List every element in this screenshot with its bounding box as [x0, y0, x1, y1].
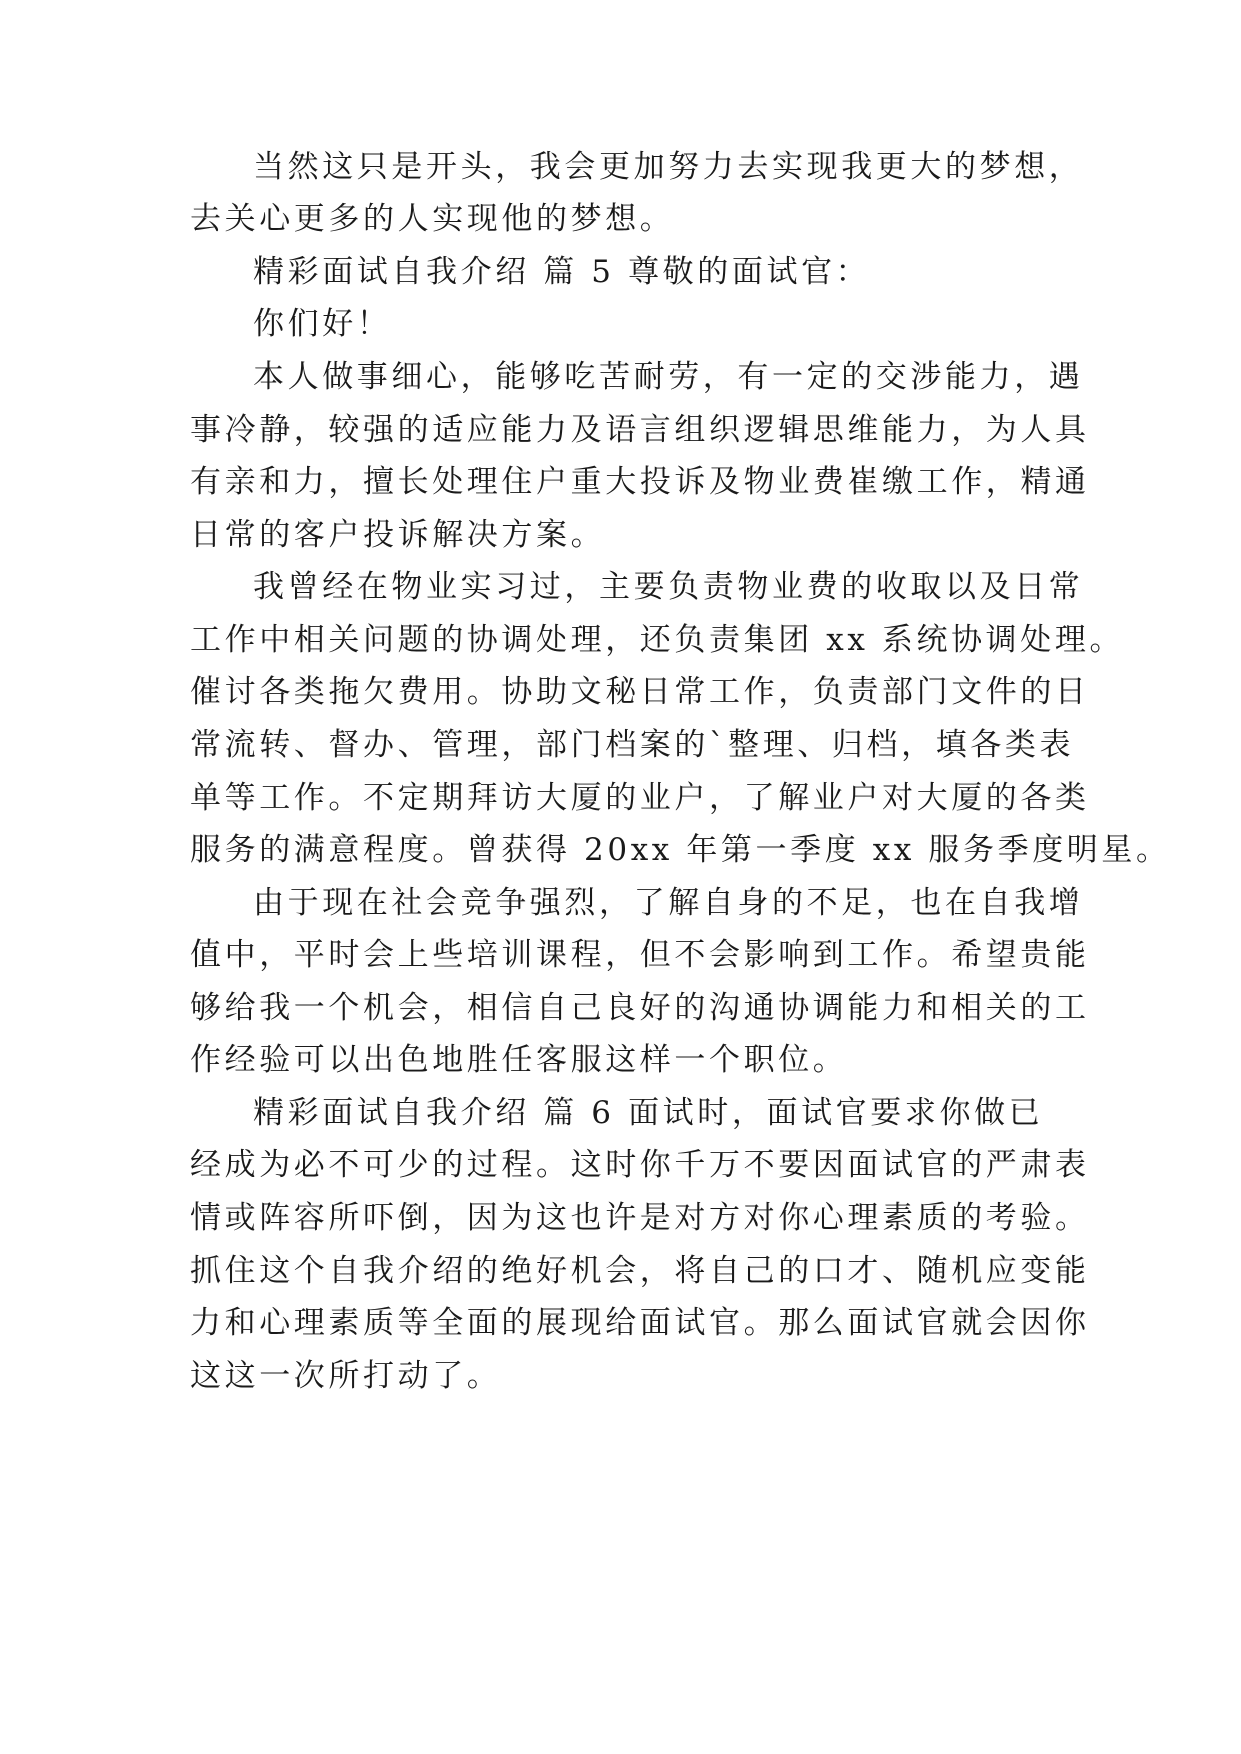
paragraph-line: 事冷静，较强的适应能力及语言组织逻辑思维能力，为人具 — [190, 412, 1090, 448]
paragraph-line: 日常的客户投诉解决方案。 — [190, 517, 606, 553]
paragraph-line: 经成为必不可少的过程。这时你千万不要因面试官的严肃表 — [190, 1147, 1090, 1183]
paragraph-line: 常流转、督办、管理，部门档案的`整理、归档，填各类表 — [190, 727, 1075, 763]
paragraph-line: 力和心理素质等全面的展现给面试官。那么面试官就会因你 — [190, 1305, 1090, 1341]
paragraph-line: 去关心更多的人实现他的梦想。 — [190, 201, 675, 237]
paragraph-line: 当然这只是开头，我会更加努力去实现我更大的梦想， — [253, 149, 1084, 185]
paragraph-line: 单等工作。不定期拜访大厦的业户，了解业户对大厦的各类 — [190, 780, 1090, 816]
paragraph-line: 由于现在社会竞争强烈，了解自身的不足，也在自我增 — [253, 885, 1084, 921]
paragraph-line: 这这一次所打动了。 — [190, 1358, 502, 1394]
paragraph-line: 作经验可以出色地胜任客服这样一个职位。 — [190, 1042, 848, 1078]
paragraph-line: 催讨各类拖欠费用。协助文秘日常工作，负责部门文件的日 — [190, 674, 1090, 710]
paragraph-line: 有亲和力，擅长处理住户重大投诉及物业费崔缴工作，精通 — [190, 464, 1090, 500]
paragraph-line: 服务的满意程度。曾获得 20xx 年第一季度 xx 服务季度明星。 — [190, 832, 1171, 868]
section-heading: 精彩面试自我介绍 篇 6 面试时，面试官要求你做已 — [253, 1095, 1044, 1131]
paragraph-line: 我曾经在物业实习过，主要负责物业费的收取以及日常 — [253, 569, 1084, 605]
paragraph-line: 够给我一个机会，相信自己良好的沟通协调能力和相关的工 — [190, 990, 1090, 1026]
paragraph-line: 工作中相关问题的协调处理，还负责集团 xx 系统协调处理。 — [190, 622, 1125, 658]
paragraph-line: 情或阵容所吓倒，因为这也许是对方对你心理素质的考验。 — [190, 1200, 1090, 1236]
paragraph-line: 抓住这个自我介绍的绝好机会，将自己的口才、随机应变能 — [190, 1253, 1090, 1289]
greeting-line: 你们好！ — [253, 306, 392, 342]
section-heading: 精彩面试自我介绍 篇 5 尊敬的面试官： — [253, 254, 871, 290]
paragraph-line: 本人做事细心，能够吃苦耐劳，有一定的交涉能力，遇 — [253, 359, 1084, 395]
paragraph-line: 值中，平时会上些培训课程，但不会影响到工作。希望贵能 — [190, 937, 1090, 973]
